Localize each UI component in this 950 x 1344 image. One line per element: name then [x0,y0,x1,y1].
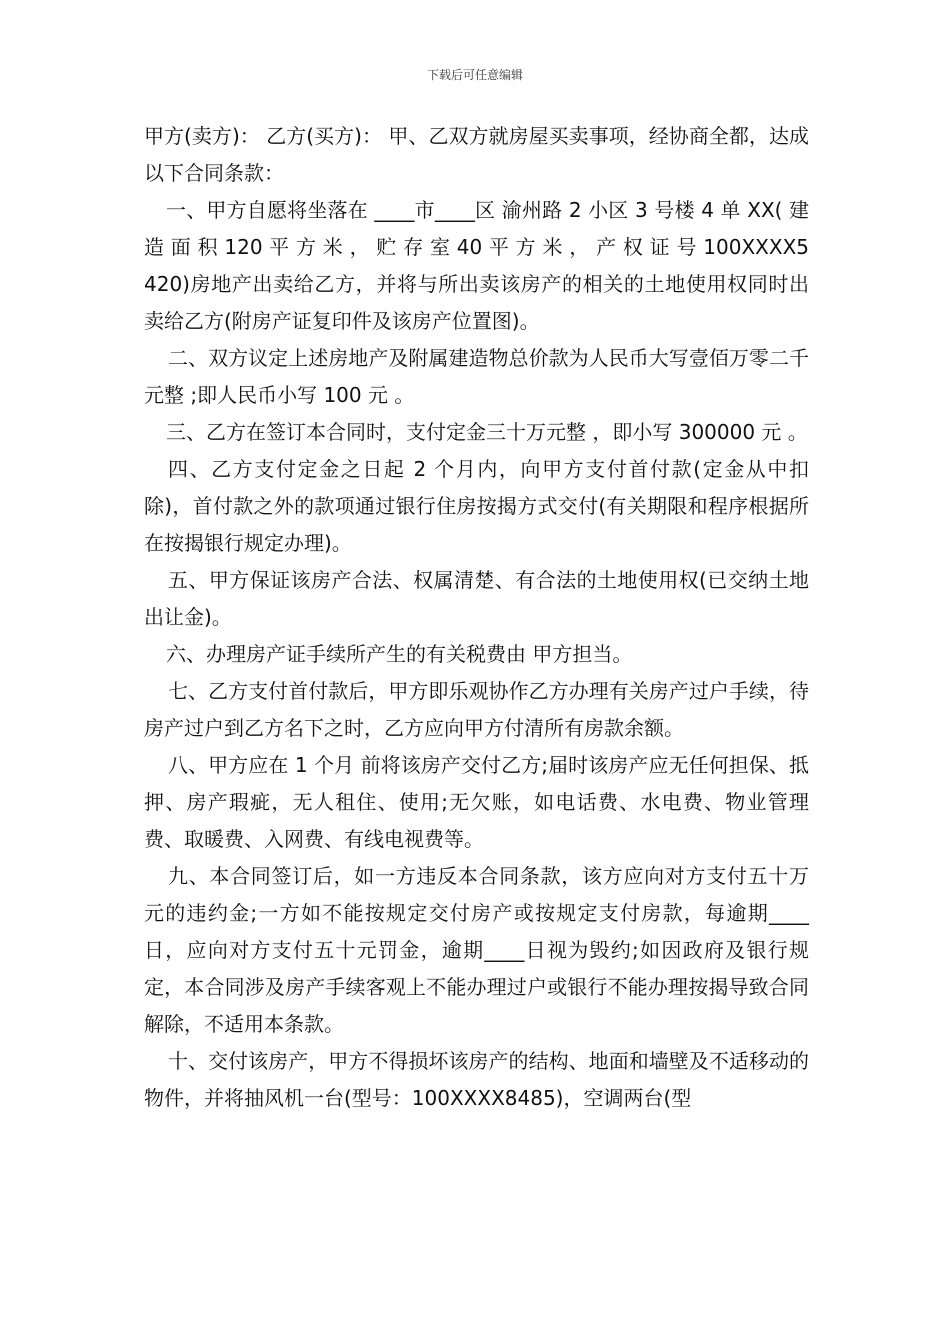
contract-intro: 甲方(卖方)： 乙方(买方)： 甲、乙双方就房屋买卖事项，经协商全都，达成以下合同条款： [144,124,809,185]
clause-7: 七、乙方支付首付款后，甲方即乐观协作乙方办理有关房产过户手续，待房产过户到乙方名下之时，乙方应向甲方付清所有房款余额。 [144,679,809,740]
page-header-note: 下载后可任意编辑 [426,68,523,82]
clause-2: 二、双方议定上述房地产及附属建造物总价款为人民币大写壹佰万零二千元整 ;即人民币小写 100 元 。 [144,346,809,407]
contract-body [144,118,809,1117]
clause-6: 六、办理房产证手续所产生的有关税费由 甲方担当。 [166,642,633,666]
clause-3: 三、乙方在签订本合同时，支付定金三十万元整 ，即小写 300000 元 。 [166,420,808,444]
clause-4: 四、乙方支付定金之日起 2 个月内，向甲方支付首付款(定金从中扣除)，首付款之外的款项通过银行住房按揭方式交付(有关期限和程序根据所在按揭银行规定办理)。 [144,457,809,555]
clause-1: 一、甲方自愿将坐落在 ____市____区 渝州路 2 小区 3 号楼 4 单 XX( 建 造 面 积 120 平 方 米 ， 贮 存 室 40 平 方 米 ， 产 权 证 号 100XXXX5420)房地产出卖给乙方，并将与所出卖该房产的相关的土地使用权同时出卖给乙方(附房产证复印件及该房产位置图)。 [144,198,809,333]
clause-5: 五、甲方保证该房产合法、权属清楚、有合法的土地使用权(已交纳土地出让金)。 [144,568,809,629]
clause-8: 八、甲方应在 1 个月 前将该房产交付乙方;届时该房产应无任何担保、抵押、房产瑕疵，无人租住、使用;无欠账，如电话费、水电费、物业管理费、取暖费、入网费、有线电视费等。 [144,753,809,851]
clause-9: 九、本合同签订后，如一方违反本合同条款，该方应向对方支付五十万 元的违约金;一方如不能按规定交付房产或按规定支付房款，每逾期____日，应向对方支付五十元罚金，逾期____日视为毁约;如因政府及银行规定，本合同涉及房产手续客观上不能办理过户或银行不能办理按揭导致合同解除，不适用本条款。 [144,864,809,1036]
clause-10: 十、交付该房产，甲方不得损坏该房产的结构、地面和墙壁及不适移动的物件，并将抽风机一台(型号：100XXXX8485)，空调两台(型 [144,1049,809,1110]
